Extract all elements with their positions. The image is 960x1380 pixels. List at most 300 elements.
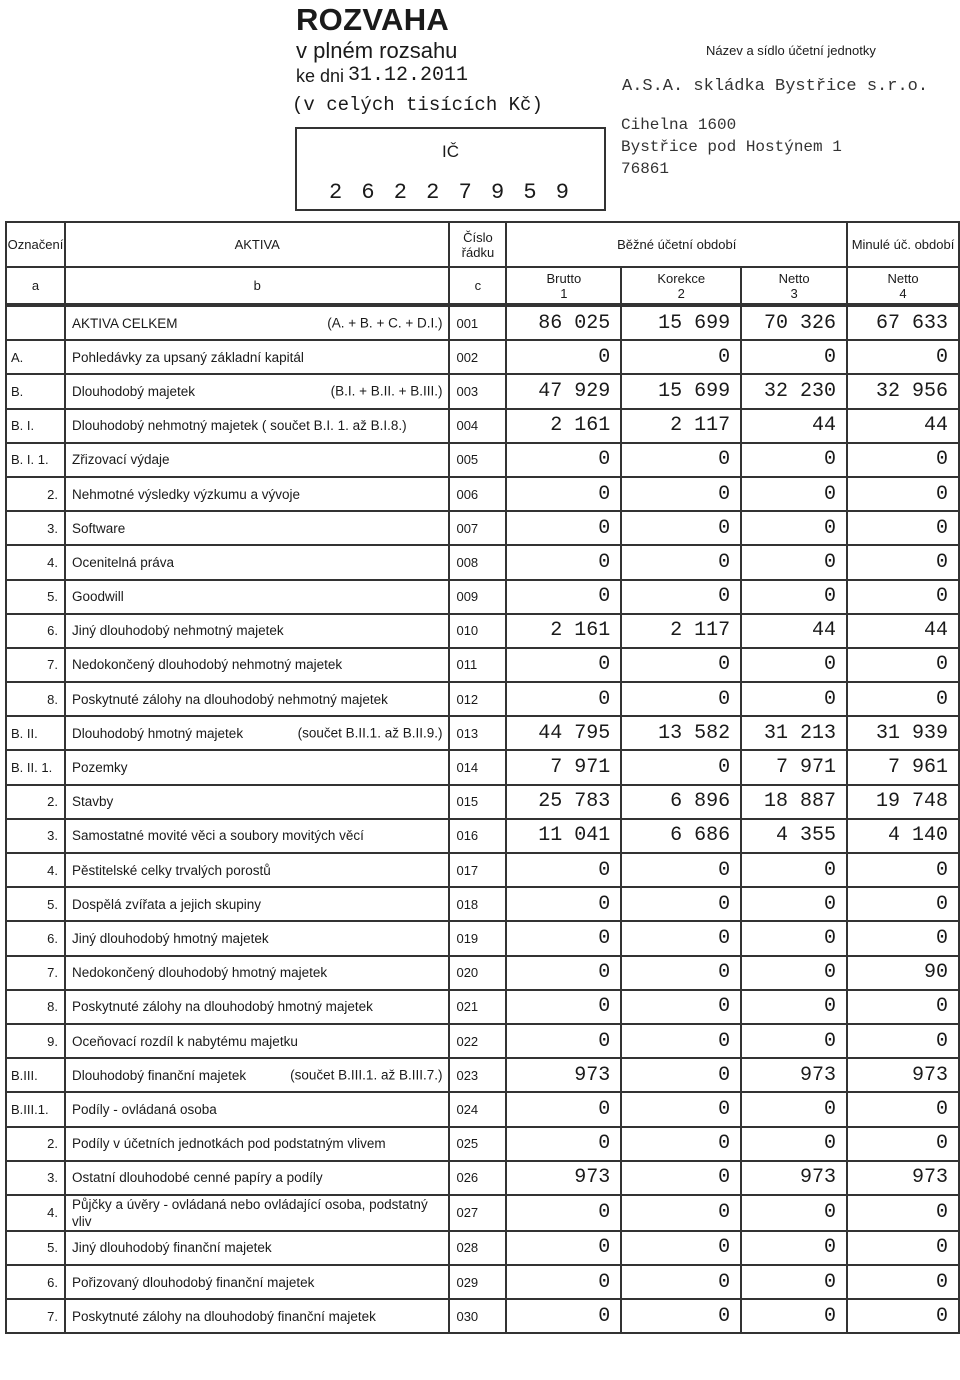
value-brutto: 0 bbox=[506, 580, 621, 614]
row-label bbox=[65, 580, 450, 614]
row-label-suffix: (B.I. + B.II. + B.III.) bbox=[330, 383, 443, 399]
col-netto-prev-label: Netto bbox=[887, 270, 919, 286]
row-number: 026 bbox=[449, 1161, 506, 1195]
row-code: B. II. 1. bbox=[6, 750, 65, 784]
col-c: c bbox=[449, 267, 506, 304]
value-korekce: 0 bbox=[621, 887, 741, 921]
value-netto-prev: 973 bbox=[847, 1161, 959, 1195]
value-brutto: 0 bbox=[506, 511, 621, 545]
table-row bbox=[6, 785, 959, 819]
table-row bbox=[6, 1299, 959, 1333]
row-code: 7. bbox=[6, 648, 65, 682]
value-netto-prev: 0 bbox=[847, 887, 959, 921]
row-label-text: Jiný dlouhodobý finanční majetek bbox=[71, 1240, 272, 1256]
row-code: 9. bbox=[6, 1024, 65, 1058]
row-number: 003 bbox=[449, 374, 506, 408]
value-netto: 0 bbox=[741, 1299, 847, 1333]
value-netto-prev: 0 bbox=[847, 853, 959, 887]
value-netto-prev: 0 bbox=[847, 580, 959, 614]
row-code: 7. bbox=[6, 1299, 65, 1333]
row-label bbox=[65, 545, 450, 579]
row-label-text: Dlouhodobý majetek bbox=[71, 383, 196, 399]
col-b: b bbox=[65, 267, 449, 304]
row-code: 2. bbox=[6, 477, 65, 511]
row-label-text: Dospělá zvířata a jejich skupiny bbox=[71, 896, 262, 912]
row-label-text: Dlouhodobý finanční majetek bbox=[71, 1067, 247, 1083]
row-code: 5. bbox=[6, 580, 65, 614]
row-number: 023 bbox=[449, 1058, 506, 1092]
col-a: a bbox=[6, 267, 65, 304]
row-label bbox=[65, 1195, 450, 1231]
row-code: 2. bbox=[6, 785, 65, 819]
value-netto-prev: 19 748 bbox=[847, 785, 959, 819]
row-code: 8. bbox=[6, 682, 65, 716]
row-label bbox=[65, 614, 450, 648]
value-brutto: 973 bbox=[506, 1058, 621, 1092]
table-row bbox=[6, 1058, 959, 1092]
row-label bbox=[65, 1161, 450, 1195]
row-label bbox=[65, 1299, 450, 1333]
row-label bbox=[65, 511, 450, 545]
value-korekce: 15 699 bbox=[621, 374, 741, 408]
row-number: 007 bbox=[449, 511, 506, 545]
ic-box bbox=[295, 127, 606, 211]
value-netto-prev: 0 bbox=[847, 340, 959, 374]
row-number: 022 bbox=[449, 1024, 506, 1058]
value-brutto: 44 795 bbox=[506, 716, 621, 750]
table-row bbox=[6, 545, 959, 579]
value-netto-prev: 0 bbox=[847, 511, 959, 545]
value-korekce: 0 bbox=[621, 340, 741, 374]
row-label bbox=[65, 819, 450, 853]
row-code: 4. bbox=[6, 1195, 65, 1231]
value-netto-prev: 0 bbox=[847, 1231, 959, 1265]
value-brutto: 0 bbox=[506, 340, 621, 374]
row-label-text: Jiný dlouhodobý hmotný majetek bbox=[71, 930, 269, 946]
value-korekce: 0 bbox=[621, 580, 741, 614]
row-code: 3. bbox=[6, 511, 65, 545]
value-netto-prev: 7 961 bbox=[847, 750, 959, 784]
table-row bbox=[6, 511, 959, 545]
row-label-text: Jiný dlouhodobý nehmotný majetek bbox=[71, 623, 284, 639]
value-brutto: 0 bbox=[506, 853, 621, 887]
row-label bbox=[65, 887, 450, 921]
value-brutto: 0 bbox=[506, 990, 621, 1024]
value-korekce: 0 bbox=[621, 750, 741, 784]
balance-table bbox=[5, 305, 960, 1334]
value-korekce: 0 bbox=[621, 1058, 741, 1092]
value-korekce: 0 bbox=[621, 1161, 741, 1195]
value-korekce: 0 bbox=[621, 1231, 741, 1265]
value-netto-prev: 0 bbox=[847, 990, 959, 1024]
value-brutto: 2 161 bbox=[506, 614, 621, 648]
table-row bbox=[6, 1265, 959, 1299]
row-label bbox=[65, 785, 450, 819]
row-label bbox=[65, 956, 450, 990]
table-row bbox=[6, 990, 959, 1024]
value-netto: 0 bbox=[741, 887, 847, 921]
row-label-text: Goodwill bbox=[71, 589, 124, 605]
row-label-text: Pohledávky za upsaný základní kapitál bbox=[71, 349, 304, 365]
doc-subtitle: v plném rozsahu bbox=[296, 38, 458, 63]
row-number: 024 bbox=[449, 1092, 506, 1126]
row-label bbox=[65, 443, 450, 477]
value-brutto: 0 bbox=[506, 545, 621, 579]
table-row bbox=[6, 1195, 959, 1231]
org-city: Bystřice pod Hostýnem 1 bbox=[621, 138, 842, 156]
row-label-text: Podíly v účetních jednotkách pod podstatným vlivem bbox=[71, 1136, 386, 1152]
value-netto-prev: 4 140 bbox=[847, 819, 959, 853]
row-label-text: Dlouhodobý nehmotný majetek ( součet B.I. 1. až B.I.8.) bbox=[71, 418, 407, 434]
value-netto-prev: 0 bbox=[847, 1092, 959, 1126]
value-netto-prev: 0 bbox=[847, 545, 959, 579]
col-korekce-label: Korekce bbox=[657, 270, 706, 286]
col-netto-num: 3 bbox=[790, 285, 798, 301]
row-number: 030 bbox=[449, 1299, 506, 1333]
row-code: 8. bbox=[6, 990, 65, 1024]
row-label bbox=[65, 750, 450, 784]
row-code: B. bbox=[6, 374, 65, 408]
row-code: 3. bbox=[6, 1161, 65, 1195]
col-brutto-num: 1 bbox=[560, 285, 568, 301]
row-label bbox=[65, 477, 450, 511]
value-netto-prev: 0 bbox=[847, 648, 959, 682]
value-brutto: 0 bbox=[506, 1092, 621, 1126]
table-row bbox=[6, 921, 959, 955]
col-bezne-obdobi: Běžné účetní období bbox=[506, 222, 847, 267]
row-number: 006 bbox=[449, 477, 506, 511]
value-netto: 973 bbox=[741, 1058, 847, 1092]
value-brutto: 0 bbox=[506, 956, 621, 990]
col-brutto bbox=[506, 267, 621, 304]
value-netto: 0 bbox=[741, 682, 847, 716]
row-label-text: Dlouhodobý hmotný majetek bbox=[71, 725, 244, 741]
org-header: Název a sídlo účetní jednotky bbox=[706, 43, 876, 58]
row-label bbox=[65, 990, 450, 1024]
table-row bbox=[6, 374, 959, 408]
ic-label: IČ bbox=[442, 142, 459, 161]
row-label-text: Oceňovací rozdíl k nabytému majetku bbox=[71, 1033, 298, 1049]
row-code: B. I. 1. bbox=[6, 443, 65, 477]
value-netto-prev: 0 bbox=[847, 1265, 959, 1299]
row-number: 001 bbox=[449, 306, 506, 340]
table-row bbox=[6, 887, 959, 921]
value-brutto: 2 161 bbox=[506, 409, 621, 443]
value-netto-prev: 0 bbox=[847, 1127, 959, 1161]
col-netto bbox=[741, 267, 847, 304]
row-number: 027 bbox=[449, 1195, 506, 1231]
value-brutto: 7 971 bbox=[506, 750, 621, 784]
table-row bbox=[6, 1161, 959, 1195]
row-number: 011 bbox=[449, 648, 506, 682]
col-cislo-line2: řádku bbox=[461, 244, 495, 260]
row-label bbox=[65, 716, 450, 750]
value-netto: 0 bbox=[741, 340, 847, 374]
units-note: (v celých tisících Kč) bbox=[292, 94, 543, 116]
value-brutto: 0 bbox=[506, 1195, 621, 1231]
value-brutto: 0 bbox=[506, 887, 621, 921]
row-code: 6. bbox=[6, 614, 65, 648]
value-netto-prev: 973 bbox=[847, 1058, 959, 1092]
row-number: 010 bbox=[449, 614, 506, 648]
row-number: 028 bbox=[449, 1231, 506, 1265]
row-number: 016 bbox=[449, 819, 506, 853]
org-street: Cihelna 1600 bbox=[621, 116, 737, 134]
row-label bbox=[65, 1092, 450, 1126]
table-row bbox=[6, 1024, 959, 1058]
value-netto: 0 bbox=[741, 580, 847, 614]
value-netto-prev: 90 bbox=[847, 956, 959, 990]
value-brutto: 25 783 bbox=[506, 785, 621, 819]
value-brutto: 0 bbox=[506, 1127, 621, 1161]
value-netto: 0 bbox=[741, 477, 847, 511]
table-row bbox=[6, 1127, 959, 1161]
value-netto: 0 bbox=[741, 443, 847, 477]
value-korekce: 0 bbox=[621, 990, 741, 1024]
row-number: 020 bbox=[449, 956, 506, 990]
row-code: 6. bbox=[6, 921, 65, 955]
value-netto: 18 887 bbox=[741, 785, 847, 819]
table-row bbox=[6, 956, 959, 990]
row-label-text: Podíly - ovládaná osoba bbox=[71, 1101, 217, 1117]
row-number: 005 bbox=[449, 443, 506, 477]
row-code: 4. bbox=[6, 545, 65, 579]
row-label-suffix: (A. + B. + C. + D.I.) bbox=[327, 315, 443, 331]
table-row bbox=[6, 614, 959, 648]
row-label-text: Nedokončený dlouhodobý nehmotný majetek bbox=[71, 657, 343, 673]
row-number: 009 bbox=[449, 580, 506, 614]
balance-header bbox=[5, 221, 960, 305]
value-korekce: 0 bbox=[621, 443, 741, 477]
table-row bbox=[6, 580, 959, 614]
value-brutto: 0 bbox=[506, 682, 621, 716]
table-row bbox=[6, 443, 959, 477]
row-code: 5. bbox=[6, 1231, 65, 1265]
value-netto: 0 bbox=[741, 1195, 847, 1231]
row-code bbox=[6, 306, 65, 340]
row-label bbox=[65, 409, 450, 443]
row-label bbox=[65, 1058, 450, 1092]
value-brutto: 86 025 bbox=[506, 306, 621, 340]
row-code: 3. bbox=[6, 819, 65, 853]
value-brutto: 11 041 bbox=[506, 819, 621, 853]
value-netto: 0 bbox=[741, 1265, 847, 1299]
row-code: B.III. bbox=[6, 1058, 65, 1092]
value-korekce: 0 bbox=[621, 956, 741, 990]
table-row bbox=[6, 477, 959, 511]
row-number: 008 bbox=[449, 545, 506, 579]
value-brutto: 0 bbox=[506, 1265, 621, 1299]
col-korekce bbox=[621, 267, 741, 304]
value-brutto: 0 bbox=[506, 443, 621, 477]
row-label-suffix: (součet B.II.1. až B.II.9.) bbox=[297, 725, 443, 741]
row-label-text: Pěstitelské celky trvalých porostů bbox=[71, 862, 271, 878]
value-netto: 7 971 bbox=[741, 750, 847, 784]
table-row bbox=[6, 306, 959, 340]
value-netto-prev: 44 bbox=[847, 409, 959, 443]
value-netto: 4 355 bbox=[741, 819, 847, 853]
col-cislo bbox=[449, 222, 506, 267]
value-korekce: 0 bbox=[621, 682, 741, 716]
row-label bbox=[65, 1024, 450, 1058]
row-code: 7. bbox=[6, 956, 65, 990]
value-netto: 0 bbox=[741, 853, 847, 887]
value-korekce: 2 117 bbox=[621, 614, 741, 648]
col-minule-obdobi: Minulé úč. období bbox=[847, 222, 959, 267]
value-korekce: 0 bbox=[621, 545, 741, 579]
row-label-text: Zřizovací výdaje bbox=[71, 452, 170, 468]
value-korekce: 6 686 bbox=[621, 819, 741, 853]
row-label-text: Půjčky a úvěry - ovládaná nebo ovládající osoba, podstatný vliv bbox=[71, 1196, 428, 1229]
value-brutto: 0 bbox=[506, 1024, 621, 1058]
row-label-text: Poskytnuté zálohy na dlouhodobý finanční majetek bbox=[71, 1308, 376, 1324]
row-number: 025 bbox=[449, 1127, 506, 1161]
row-label-text: Poskytnuté zálohy na dlouhodobý hmotný majetek bbox=[71, 999, 373, 1015]
value-brutto: 973 bbox=[506, 1161, 621, 1195]
doc-title: ROZVAHA bbox=[296, 2, 450, 37]
value-netto: 0 bbox=[741, 956, 847, 990]
col-aktiva: AKTIVA bbox=[65, 222, 449, 267]
value-netto: 0 bbox=[741, 921, 847, 955]
row-label-text: Nehmotné výsledky výzkumu a vývoje bbox=[71, 486, 301, 502]
org-name: A.S.A. skládka Bystřice s.r.o. bbox=[622, 77, 929, 96]
row-label bbox=[65, 306, 450, 340]
value-brutto: 47 929 bbox=[506, 374, 621, 408]
value-korekce: 6 896 bbox=[621, 785, 741, 819]
value-brutto: 0 bbox=[506, 477, 621, 511]
org-address bbox=[621, 114, 842, 180]
value-netto: 31 213 bbox=[741, 716, 847, 750]
value-netto: 0 bbox=[741, 545, 847, 579]
row-number: 017 bbox=[449, 853, 506, 887]
value-netto: 0 bbox=[741, 1127, 847, 1161]
value-netto: 70 326 bbox=[741, 306, 847, 340]
row-number: 004 bbox=[449, 409, 506, 443]
row-label bbox=[65, 1231, 450, 1265]
row-code: B. II. bbox=[6, 716, 65, 750]
value-korekce: 0 bbox=[621, 1265, 741, 1299]
value-netto: 0 bbox=[741, 1231, 847, 1265]
value-netto: 0 bbox=[741, 1092, 847, 1126]
row-label bbox=[65, 1265, 450, 1299]
value-netto-prev: 0 bbox=[847, 1195, 959, 1231]
value-korekce: 0 bbox=[621, 477, 741, 511]
value-korekce: 0 bbox=[621, 1024, 741, 1058]
value-korekce: 0 bbox=[621, 1127, 741, 1161]
value-korekce: 0 bbox=[621, 648, 741, 682]
row-number: 019 bbox=[449, 921, 506, 955]
row-code: B. I. bbox=[6, 409, 65, 443]
col-cislo-line1: Číslo bbox=[463, 229, 493, 245]
row-label-text: Stavby bbox=[71, 794, 114, 810]
value-netto: 32 230 bbox=[741, 374, 847, 408]
value-netto: 0 bbox=[741, 511, 847, 545]
value-netto: 0 bbox=[741, 1024, 847, 1058]
value-netto: 44 bbox=[741, 409, 847, 443]
value-korekce: 0 bbox=[621, 1092, 741, 1126]
col-brutto-label: Brutto bbox=[546, 270, 582, 286]
value-netto-prev: 0 bbox=[847, 1299, 959, 1333]
value-korekce: 0 bbox=[621, 921, 741, 955]
value-netto-prev: 0 bbox=[847, 443, 959, 477]
row-label-suffix: (součet B.III.1. až B.III.7.) bbox=[290, 1067, 443, 1083]
col-oznaceni: Označení bbox=[6, 222, 65, 267]
row-number: 021 bbox=[449, 990, 506, 1024]
row-label-text: AKTIVA CELKEM bbox=[71, 315, 178, 331]
value-korekce: 15 699 bbox=[621, 306, 741, 340]
ke-dni-label: ke dni bbox=[296, 66, 345, 86]
col-netto-prev bbox=[847, 267, 959, 304]
row-label bbox=[65, 1127, 450, 1161]
value-netto-prev: 31 939 bbox=[847, 716, 959, 750]
report-date: 31.12.2011 bbox=[348, 64, 469, 87]
table-row bbox=[6, 1092, 959, 1126]
row-code: 4. bbox=[6, 853, 65, 887]
row-number: 012 bbox=[449, 682, 506, 716]
value-netto-prev: 0 bbox=[847, 1024, 959, 1058]
value-korekce: 0 bbox=[621, 1195, 741, 1231]
row-code: 5. bbox=[6, 887, 65, 921]
row-label bbox=[65, 921, 450, 955]
value-netto-prev: 0 bbox=[847, 682, 959, 716]
table-row bbox=[6, 819, 959, 853]
org-zip: 76861 bbox=[621, 160, 670, 178]
value-brutto: 0 bbox=[506, 648, 621, 682]
value-korekce: 2 117 bbox=[621, 409, 741, 443]
table-row bbox=[6, 648, 959, 682]
value-brutto: 0 bbox=[506, 921, 621, 955]
row-number: 013 bbox=[449, 716, 506, 750]
value-korekce: 0 bbox=[621, 1299, 741, 1333]
row-label-text: Samostatné movité věci a soubory movitých věcí bbox=[71, 828, 364, 844]
row-label-text: Nedokončený dlouhodobý hmotný majetek bbox=[71, 965, 328, 981]
value-netto: 0 bbox=[741, 648, 847, 682]
row-number: 015 bbox=[449, 785, 506, 819]
table-row bbox=[6, 716, 959, 750]
row-number: 018 bbox=[449, 887, 506, 921]
value-korekce: 13 582 bbox=[621, 716, 741, 750]
table-row bbox=[6, 853, 959, 887]
value-netto: 973 bbox=[741, 1161, 847, 1195]
col-netto-label: Netto bbox=[778, 270, 810, 286]
row-number: 014 bbox=[449, 750, 506, 784]
ic-value: 2 6 2 2 7 9 5 9 bbox=[328, 180, 573, 205]
row-label-text: Software bbox=[71, 520, 126, 536]
table-row bbox=[6, 1231, 959, 1265]
col-korekce-num: 2 bbox=[677, 285, 685, 301]
row-number: 029 bbox=[449, 1265, 506, 1299]
table-row bbox=[6, 682, 959, 716]
row-code: 2. bbox=[6, 1127, 65, 1161]
row-label-text: Ostatní dlouhodobé cenné papíry a podíly bbox=[71, 1170, 323, 1186]
row-number: 002 bbox=[449, 340, 506, 374]
value-brutto: 0 bbox=[506, 1299, 621, 1333]
row-label-text: Poskytnuté zálohy na dlouhodobý nehmotný majetek bbox=[71, 691, 388, 707]
row-code: 6. bbox=[6, 1265, 65, 1299]
value-netto-prev: 32 956 bbox=[847, 374, 959, 408]
value-korekce: 0 bbox=[621, 511, 741, 545]
row-label-text: Ocenitelná práva bbox=[71, 554, 175, 570]
value-netto-prev: 44 bbox=[847, 614, 959, 648]
row-label bbox=[65, 853, 450, 887]
col-netto-prev-num: 4 bbox=[899, 285, 907, 301]
row-label bbox=[65, 374, 450, 408]
value-netto: 0 bbox=[741, 990, 847, 1024]
row-code: B.III.1. bbox=[6, 1092, 65, 1126]
table-row bbox=[6, 340, 959, 374]
value-netto-prev: 0 bbox=[847, 921, 959, 955]
value-netto-prev: 0 bbox=[847, 477, 959, 511]
